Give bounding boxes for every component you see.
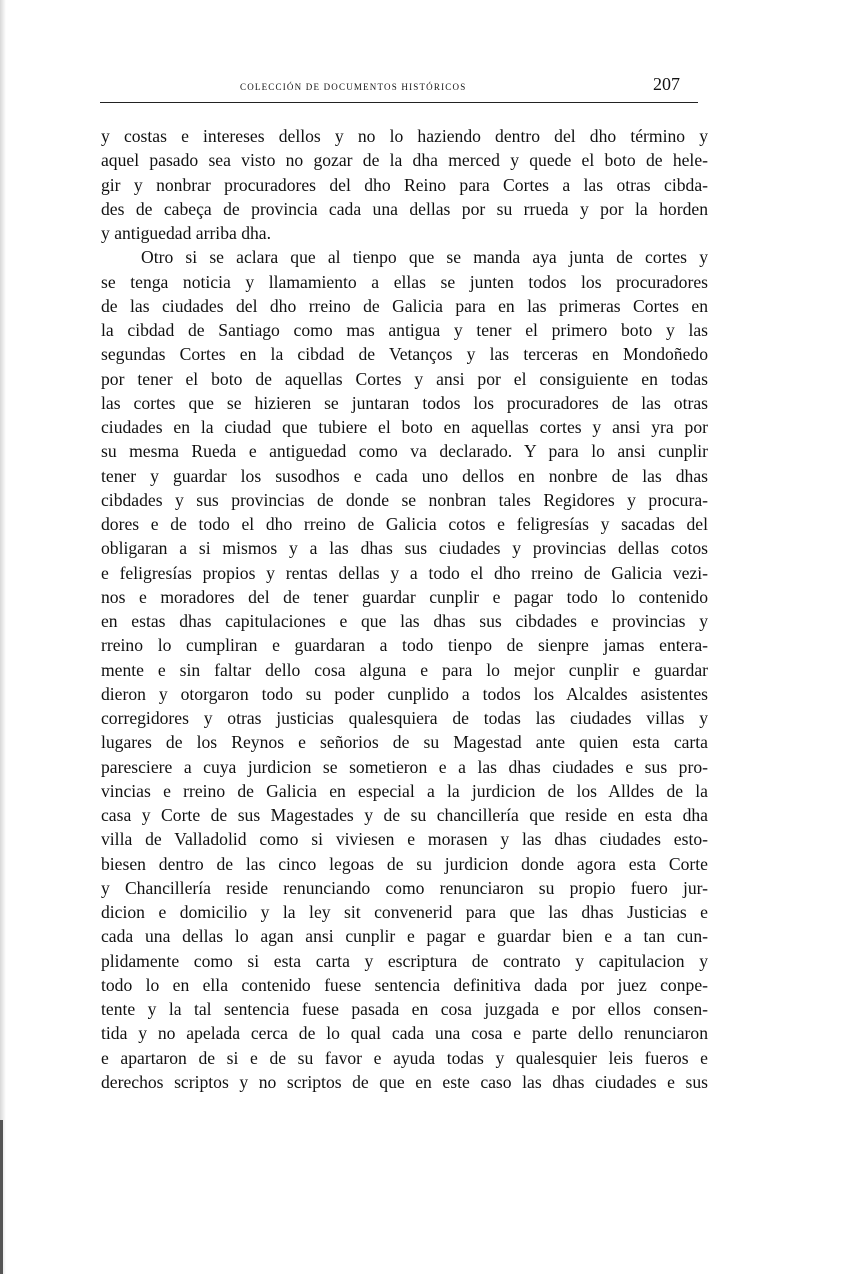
header-title: colección de documentos históricos [240,78,467,93]
page-number: 207 [653,74,680,94]
text-line: corregidores y otras justicias qualesquiera de todas las ciudades villas y [101,708,708,728]
text-line: dores e de todo el dho rreino de Galicia cotos e feligresías y sacadas del [101,514,708,534]
text-line: des de cabeça de provincia cada una dellas por su rrueda y por la horden [101,198,708,219]
text-line: tente y la tal sentencia fuese pasada en cosa juzgada e por ellos consen- [101,999,708,1019]
text-line: de las ciudades del dho rreino de Galicia para en las primeras Cortes en [101,295,708,316]
text-line: lugares de los Reynos e señorios de su Magestad ante quien esta carta [101,732,708,753]
text-line: villa de Valladolid como si viviesen e morasen y las dhas ciudades esto- [101,829,708,850]
text-line: tener y guardar los susodhos e cada uno dellos en nonbre de las dhas [101,465,708,486]
body-text [101,124,708,1094]
text-line: su mesma Rueda e antiguedad como va declarado. Y para lo ansi cunplir [101,441,708,462]
text-line: derechos scriptos y no scriptos de que en este caso las dhas ciudades e sus [101,1071,708,1092]
text-line: por tener el boto de aquellas Cortes y ansi por el consiguiente en todas [101,368,708,389]
text-line: paresciere a cuya jurdicion se sometieron e a las dhas ciudades e sus pro- [101,756,708,777]
text-line: casa y Corte de sus Magestades y de su chancillería que reside en esta dha [101,805,708,825]
page-binding-edge [0,1120,3,1274]
text-line: obligaran a si mismos y a las dhas sus ciudades y provincias dellas cotos [101,538,708,559]
text-line: vincias e rreino de Galicia en especial a la jurdicion de los Alldes de la [101,780,708,801]
text-line: ciudades en la ciudad que tubiere el boto en aquellas cortes y ansi yra por [101,417,708,437]
text-line: y Chancillería reside renunciando como renunciaron su propio fuero jur- [101,877,708,898]
text-line: e apartaron de si e de su favor e ayuda todas y qualesquier leis fueros e [101,1047,708,1068]
text-line: en estas dhas capitulaciones e que las dhas sus cibdades e provincias y [101,611,708,631]
text-line: dieron y otorgaron todo su poder cunplido a todos los Alcaldes asistentes [101,683,708,704]
text-line: tida y no apelada cerca de lo qual cada una cosa e parte dello renunciaron [101,1023,708,1044]
text-line: cada una dellas lo agan ansi cunplir e pagar e guardar bien e a tan cun- [101,926,708,947]
text-line: nos e moradores del de tener guardar cunplir e pagar todo lo contenido [101,586,708,607]
text-line: las cortes que se hizieren se juntaran todos los procuradores de las otras [101,392,708,413]
text-line: segundas Cortes en la cibdad de Vetanços y las terceras en Mondoñedo [101,344,708,365]
text-line: biesen dentro de las cinco legoas de su jurdicion donde agora esta Corte [101,853,708,874]
text-line: cibdades y sus provincias de donde se nonbran tales Regidores y procura- [101,489,708,510]
paragraph-start-line: Otro si se aclara que al tienpo que se manda aya junta de cortes y [141,247,708,268]
running-header [100,70,698,103]
text-line: dicion e domicilio y la ley sit convenerid para que las dhas Justicias e [101,902,708,922]
text-line: mente e sin faltar dello cosa alguna e para lo mejor cunplir e guardar [101,659,708,680]
text-line: y costas e intereses dellos y no lo haziendo dentro del dho término y [101,126,708,146]
text-line: plidamente como si esta carta y escriptura de contrato y capitulacion y [101,950,708,971]
text-line: e feligresías propios y rentas dellas y a todo el dho rreino de Galicia vezi- [101,562,708,583]
text-line: rreino lo cumpliran e guardaran a todo tienpo de sienpre jamas entera- [101,635,708,656]
text-line: se tenga noticia y llamamiento a ellas se junten todos los procuradores [101,271,708,292]
text-line: todo lo en ella contenido fuese sentencia definitiva dada por juez conpe- [101,974,708,995]
text-line: aquel pasado sea visto no gozar de la dha merced y quede el boto de hele- [101,150,708,171]
text-line: gir y nonbrar procuradores del dho Reino para Cortes a las otras cibda- [101,174,708,195]
text-line: y antiguedad arriba dha. [101,223,272,243]
text-line: la cibdad de Santiago como mas antigua y tener el primero boto y las [101,320,708,340]
page-binding-shadow [0,0,6,1274]
